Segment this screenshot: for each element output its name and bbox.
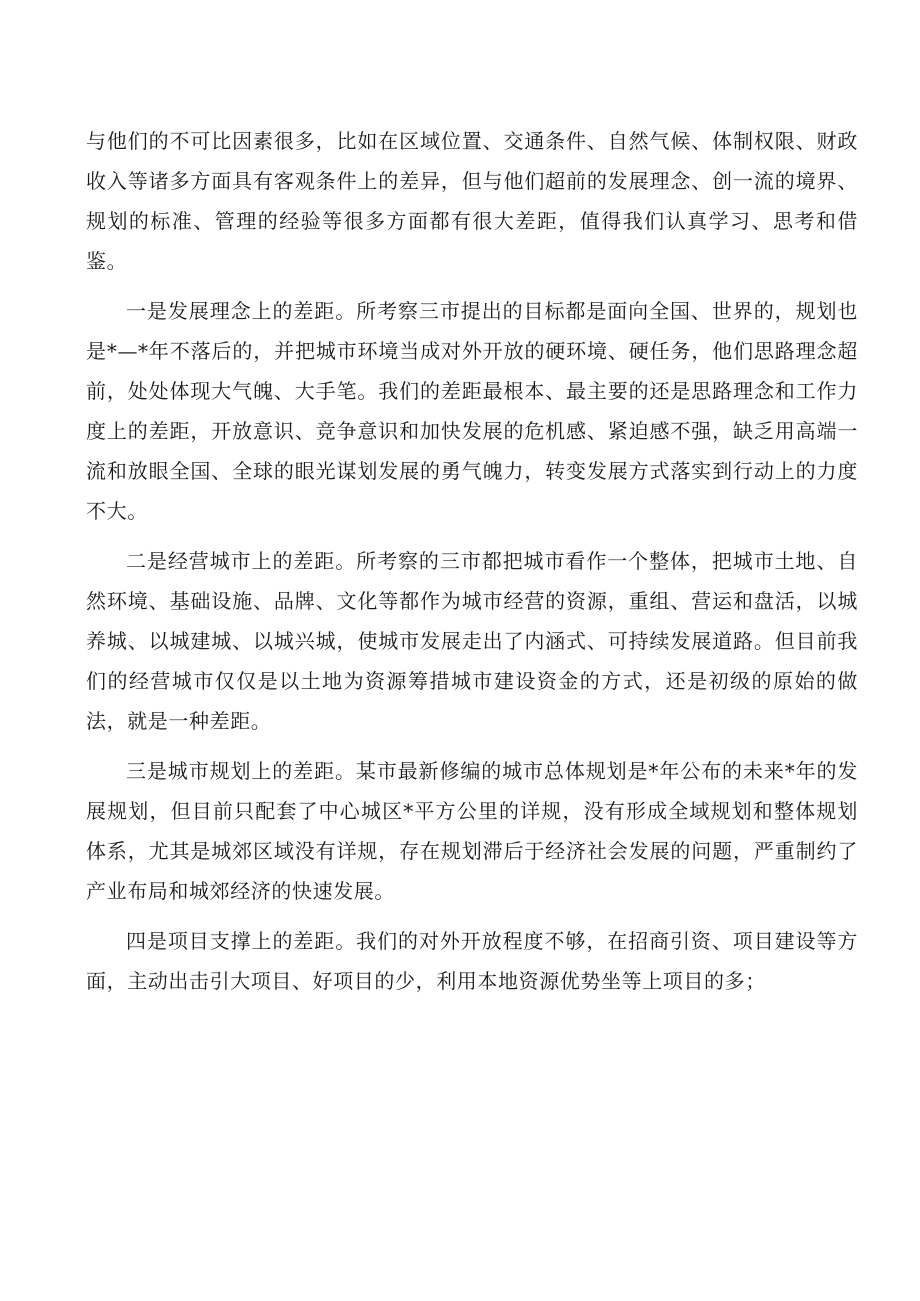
document-body xyxy=(86,121,858,1011)
paragraph-city-management: 二是经营城市上的差距。所考察的三市都把城市看作一个整体，把城市土地、自然环境、基础设施、品牌、文化等都作为城市经营的资源，重组、营运和盘活，以城养城、以城建城、以城兴城，使城市发展走出了内涵式、可持续发展道路。但目前我们的经营城市仅仅是以土地为资源筹措城市建设资金的方式，还是初级的原始的做法，就是一种差距。 xyxy=(86,549,858,733)
paragraph-urban-planning: 三是城市规划上的差距。某市最新修编的城市总体规划是*年公布的未来*年的发展规划，但目前只配套了中心城区*平方公里的详规，没有形成全域规划和整体规划体系，尤其是城郊区域没有详规，存在规划滞后于经济社会发展的问题，严重制约了产业布局和城郊经济的快速发展。 xyxy=(86,759,858,903)
paragraph-development-concept: 一是发展理念上的差距。所考察三市提出的目标都是面向全国、世界的，规划也是*—*年不落后的，并把城市环境当成对外开放的硬环境、硬任务，他们思路理念超前，处处体现大气魄、大手笔。我们的差距最根本、最主要的还是思路理念和工作力度上的差距，开放意识、竞争意识和加快发展的危机感、紧迫感不强，缺乏用高端一流和放眼全国、全球的眼光谋划发展的勇气魄力，转变发展方式落实到行动上的力度不大。 xyxy=(86,299,858,523)
paragraph-project-support: 四是项目支撑上的差距。我们的对外开放程度不够，在招商引资、项目建设等方面，主动出击引大项目、好项目的少，利用本地资源优势坐等上项目的多； xyxy=(86,929,858,993)
paragraph-continuation: 与他们的不可比因素很多，比如在区域位置、交通条件、自然气候、体制权限、财政收入等诸多方面具有客观条件上的差异，但与他们超前的发展理念、创一流的境界、规划的标准、管理的经验等很多方面都有很大差距，值得我们认真学习、思考和借鉴。 xyxy=(86,129,858,273)
